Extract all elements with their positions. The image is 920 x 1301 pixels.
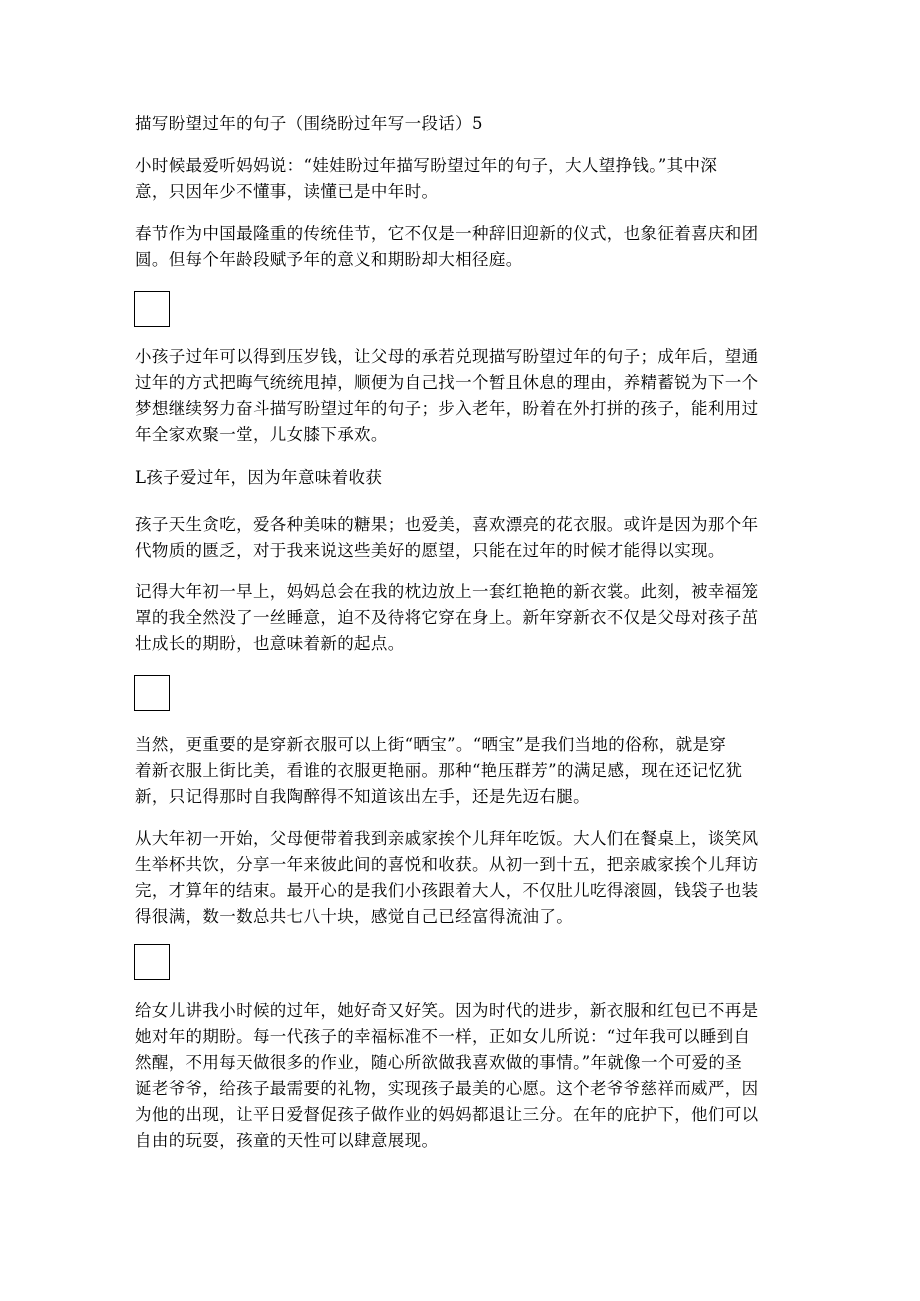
document-title: 描写盼望过年的句子（围绕盼过年写一段话）5 [135,114,483,133]
section-heading: L孩子爱过年，因为年意味着收获 [135,468,383,487]
empty-image-box-1 [134,291,170,327]
paragraph-9-line-3: 然醒，不用每天做很多的作业，随心所欲做我喜欢做的事情。”年就像一个可爱的圣 [135,1053,743,1072]
paragraph-8-line-3: 完，才算年的结束。最开心的是我们小孩跟着大人，不仅肚儿吃得滚圆，钱袋子也装 [135,881,759,900]
paragraph-7-line-1: 当然，更重要的是穿新衣服可以上街“晒宝”。“晒宝”是我们当地的俗称，就是穿 [135,735,727,754]
paragraph-3-line-1: 小孩子过年可以得到压岁钱，让父母的承若兑现描写盼望过年的句子；成年后，望通 [135,347,759,366]
paragraph-3-line-3: 梦想继续努力奋斗描写盼望过年的句子；步入老年，盼着在外打拼的孩子，能利用过 [135,399,759,418]
paragraph-9-line-5: 为他的出现，让平日爱督促孩子做作业的妈妈都退让三分。在年的庇护下，他们可以 [135,1105,759,1124]
paragraph-1-line-1: 小时候最爱听妈妈说：“娃娃盼过年描写盼望过年的句子，大人望挣钱。”其中深 [135,156,718,175]
empty-image-box-2 [134,675,170,711]
paragraph-3-line-4: 年全家欢聚一堂，儿女膝下承欢。 [135,425,388,444]
paragraph-1-line-2: 意，只因年少不懂事，读懂已是中年时。 [135,182,439,201]
paragraph-7-line-3: 新，只记得那时自我陶醉得不知道该出左手，还是先迈右腿。 [135,787,590,806]
paragraph-3-line-2: 过年的方式把晦气统统甩掉，顺便为自己找一个暂且休息的理由，养精蓄锐为下一个 [135,373,759,392]
paragraph-2-line-1: 春节作为中国最隆重的传统佳节，它不仅是一种辞旧迎新的仪式，也象征着喜庆和团 [135,224,759,243]
paragraph-9-line-2: 她对年的期盼。每一代孩子的幸福标准不一样，正如女儿所说：“过年我可以睡到自 [135,1027,751,1046]
paragraph-8-line-4: 得很满，数一数总共七八十块，感觉自己已经富得流油了。 [135,907,574,926]
paragraph-8-line-2: 生举杯共饮，分享一年来彼此间的喜悦和收获。从初一到十五，把亲戚家挨个儿拜访 [135,855,759,874]
paragraph-2-line-2: 圆。但每个年龄段赋予年的意义和期盼却大相径庭。 [135,250,523,269]
paragraph-9-line-6: 自由的玩耍，孩童的天性可以肆意展现。 [135,1131,439,1150]
paragraph-5-line-2: 代物质的匮乏，对于我来说这些美好的愿望，只能在过年的时候才能得以实现。 [135,541,725,560]
paragraph-6-line-1: 记得大年初一早上，妈妈总会在我的枕边放上一套红艳艳的新衣裳。此刻，被幸福笼 [135,582,759,601]
paragraph-7-line-2: 着新衣服上街比美，看谁的衣服更艳丽。那种“艳压群芳”的满足感，现在还记忆犹 [135,761,743,780]
paragraph-8-line-1: 从大年初一开始，父母便带着我到亲戚家挨个儿拜年吃饭。大人们在餐桌上，谈笑风 [135,829,759,848]
paragraph-5-line-1: 孩子天生贪吃，爱各种美味的糖果；也爱美，喜欢漂亮的花衣服。或许是因为那个年 [135,515,759,534]
paragraph-9-line-1: 给女儿讲我小时候的过年，她好奇又好笑。因为时代的进步，新衣服和红包已不再是 [135,1001,759,1020]
paragraph-6-line-3: 壮成长的期盼，也意味着新的起点。 [135,634,405,653]
paragraph-6-line-2: 罩的我全然没了一丝睡意，迫不及待将它穿在身上。新年穿新衣不仅是父母对孩子茁 [135,608,759,627]
empty-image-box-3 [134,944,170,980]
paragraph-9-line-4: 诞老爷爷，给孩子最需要的礼物，实现孩子最美的心愿。这个老爷爷慈祥而威严，因 [135,1079,759,1098]
